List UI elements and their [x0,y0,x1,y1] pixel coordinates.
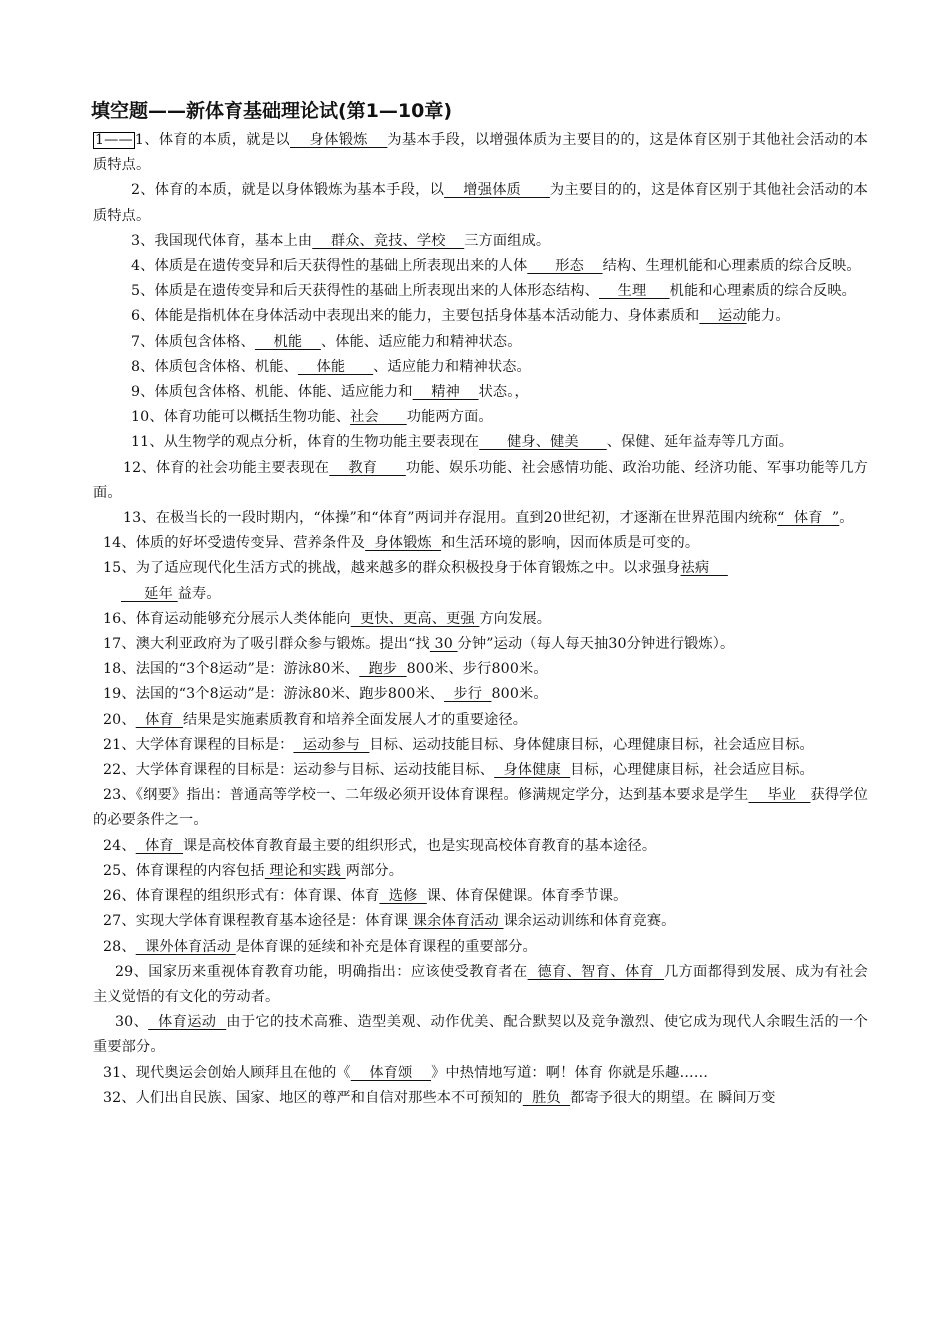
question-text: 功能两方面。 [406,409,493,426]
question-item [93,884,868,909]
question-text: 。 [839,510,854,527]
question-text: 为主要目的的，这是体育区别于其他社会活动的本质特点。 [93,182,869,224]
question-text: 三方面组成。 [464,232,551,249]
answer-blank: 体育颂 [350,1064,432,1081]
question-text: 31、现代奥运会创始人顾拜且在他的《 [103,1064,351,1081]
question-item [93,456,868,506]
answer-blank: 毕业 [748,787,811,804]
question-text: 状态。， [478,384,529,401]
question-text: 10、体育功能可以概括生物功能、 [131,409,351,426]
question-text: 能力。 [746,308,790,325]
answer-blank: 延年 [121,585,178,602]
answer-blank: 跑步 [359,661,407,678]
answer-blank: 德育、智育、体育 [527,963,664,980]
question-item [93,355,868,380]
document-title: 填空题——新体育基础理论试(第1—10章) [91,100,453,122]
answer-blank: 身体健康 [494,762,571,779]
answer-blank: 理论和实践 [264,862,346,879]
question-item [93,632,868,657]
answer-blank: 增强体质 [444,182,550,199]
section-marker: 1—— [95,132,133,148]
question-item [93,834,868,859]
answer-blank: 教育 [329,459,406,476]
question-item [93,178,868,228]
document-page [93,96,868,1111]
question-text: 、保健、延年益寿等几方面。 [606,434,794,451]
question-text: 为基本手段，以增强体质为主要目的的，这是体育区别于其他社会活动的本质特点。 [93,132,868,174]
question-text: 课是高校体育教育最主要的组织形式，也是实现高校体育教育的基本途径。 [183,837,657,854]
question-item [93,430,868,455]
question-item [93,304,868,329]
question-text: 功能、娱乐功能、社会感情功能、政治功能、经济功能、军事功能等几方面。 [93,459,868,501]
question-text: 都寄予很大的期望。在 瞬间万变 [570,1089,776,1106]
question-item [93,733,868,758]
question-text: 12、体育的社会功能主要表现在 [123,459,330,476]
question-text: 800米。 [491,686,548,703]
answer-blank: 生理 [598,283,670,300]
question-text: 29、国家历来重视体育教育功能，明确指出：应该使受教育者在 [115,963,528,980]
answer-blank: 精神 [412,384,479,401]
question-item [93,607,868,632]
question-item [93,758,868,783]
question-item [93,1086,868,1111]
answer-blank: 机能 [254,333,321,350]
question-text: 》中热情地写道：啊！体育 你就是乐趣…… [431,1064,709,1081]
question-text: 23、《纲要》指出：普通高等学校一、二年级必须开设体育课程。修满规定学分，达到基本要求是学生 [103,787,749,804]
question-text: 6、体能是指机体在身体活动中表现出来的能力，主要包括身体基本活动能力、身体素质和 [131,308,700,325]
question-item [93,859,868,884]
question-text: 19、法国的“3个8运动”是：游泳80米、跑步800米、 [103,686,445,703]
question-text: 13、在极当长的一段时期内，“体操”和“体育”两词并存混用。直到20世纪初，才逐渐在世界范围内统称 [123,510,778,527]
question-text: 7、体质包含体格、 [131,333,255,350]
answer-blank: 步行 [444,686,492,703]
question-text: 30、 [115,1014,149,1031]
answer-blank: 身体锻炼 [365,535,442,552]
answer-blank: “ 体育 ” [777,510,840,527]
question-text: 11、从生物学的观点分析，体育的生物功能主要表现在 [131,434,480,451]
question-item [93,279,868,304]
question-text: 两部分。 [345,862,404,879]
answer-blank: 更快、更高、更强 [350,610,480,627]
question-text: 3、我国现代体育，基本上由 [131,232,313,249]
question-text: 获得学位的必要条件之一。 [93,787,868,829]
question-text: 9、体质包含体格、机能、体能、适应能力和 [131,384,413,401]
question-text: 20、 [103,711,136,728]
question-text: 目标、运动技能目标、身体健康目标，心理健康目标，社会适应目标。 [369,736,814,753]
question-item [93,229,868,254]
answer-blank: 课外体育活动 [135,938,236,955]
question-text: 和生活环境的影响，因而体质是可变的。 [441,535,700,552]
question-text: 益寿。 [177,585,221,602]
question-item [93,657,868,682]
question-text: 分钟”运动（每人每天抽30分钟进行锻炼）。 [457,636,735,653]
question-item [93,935,868,960]
answer-blank: 群众、竞技、学校 [312,232,465,249]
question-item [93,556,868,606]
question-text: 由于它的技术高雅、造型美观、动作优美、配合默契以及竞争激烈、使它成为现代人余暇生活的一个重要部分。 [93,1014,868,1056]
question-item [93,405,868,430]
answer-blank: 身体锻炼 [289,132,388,148]
question-item [93,254,868,279]
question-item [93,682,868,707]
answer-blank: 形态 [527,258,603,275]
question-text: 25、体育课程的内容包括 [103,862,265,879]
answer-blank: 祛病 [680,560,728,577]
question-text: 16、体育运动能够充分展示人类体能向 [103,610,351,627]
question-text: 18、法国的“3个8运动”是：游泳80米、 [103,661,360,678]
question-text: 几方面都得到发展、成为有社会主义觉悟的有文化的劳动者。 [93,963,868,1005]
question-list [93,128,868,1111]
question-text: 结构、生理机能和心理素质的综合反映。 [602,258,861,275]
question-text: 5、体质是在遗传变异和后天获得性的基础上所表现出来的人体形态结构、 [131,283,599,300]
question-text: 27、实现大学体育课程教育基本途径是：体育课 [103,913,409,930]
answer-blank: 社会 [350,409,407,426]
question-text: 2、体育的本质，就是以身体锻炼为基本手段，以 [131,182,445,199]
question-item [93,909,868,934]
answer-blank: 运动参与 [293,736,370,753]
answer-blank: 运动 [699,308,747,325]
question-text: 课余运动训练和体育竞赛。 [503,913,676,930]
question-text: 1、体育的本质，就是以 [134,132,290,148]
question-text: 24、 [103,837,136,854]
question-text: 28、 [103,938,136,955]
question-text: 课、体育保健课。体育季节课。 [426,888,628,905]
question-item [93,960,868,1010]
answer-blank: 课余体育活动 [408,913,504,930]
question-text: 800米、步行800米。 [406,661,548,678]
question-text: 15、为了适应现代化生活方式的挑战，越来越多的群众积极投身于体育锻炼之中。以求强身 [103,560,681,577]
question-text: 是体育课的延续和补充是体育课程的重要部分。 [235,938,537,955]
question-text: 26、体育课程的组织形式有：体育课、体育 [103,888,380,905]
answer-blank: 选修 [379,888,427,905]
answer-blank: 体育运动 [148,1014,227,1031]
question-text: 17、澳大利亚政府为了吸引群众参与锻炼。提出“找 [103,636,430,653]
question-text: 14、体质的好坏受遗传变异、营养条件及 [103,535,366,552]
question-item [93,1010,868,1060]
answer-blank: 体能 [297,358,374,375]
question-item [93,708,868,733]
answer-blank: 30 [429,636,458,653]
question-item [93,783,868,833]
question-text: 4、体质是在遗传变异和后天获得性的基础上所表现出来的人体 [131,258,528,275]
question-text: 目标，心理健康目标，社会适应目标。 [570,762,814,779]
question-text: 、体能、适应能力和精神状态。 [320,333,522,350]
answer-blank: 胜负 [522,1089,571,1106]
question-text: 机能和心理素质的综合反映。 [669,283,856,300]
question-item [93,1061,868,1086]
question-text: 21、大学体育课程的目标是： [103,736,294,753]
question-item [93,531,868,556]
question-item [93,330,868,355]
question-item [93,380,868,405]
question-text: 32、人们出自民族、国家、地区的尊严和自信对那些本不可预知的 [103,1089,523,1106]
question-item [93,506,868,531]
question-text: 结果是实施素质教育和培养全面发展人才的重要途径。 [183,711,528,728]
question-text: 、适应能力和精神状态。 [373,358,531,375]
question-item [93,128,868,178]
question-text: 8、体质包含体格、机能、 [131,358,298,375]
answer-blank: 体育 [135,837,184,854]
answer-blank: 健身、健美 [479,434,607,451]
answer-blank: 体育 [135,711,184,728]
question-text: 方向发展。 [479,610,552,627]
question-text: 22、大学体育课程的目标是：运动参与目标、运动技能目标、 [103,762,495,779]
